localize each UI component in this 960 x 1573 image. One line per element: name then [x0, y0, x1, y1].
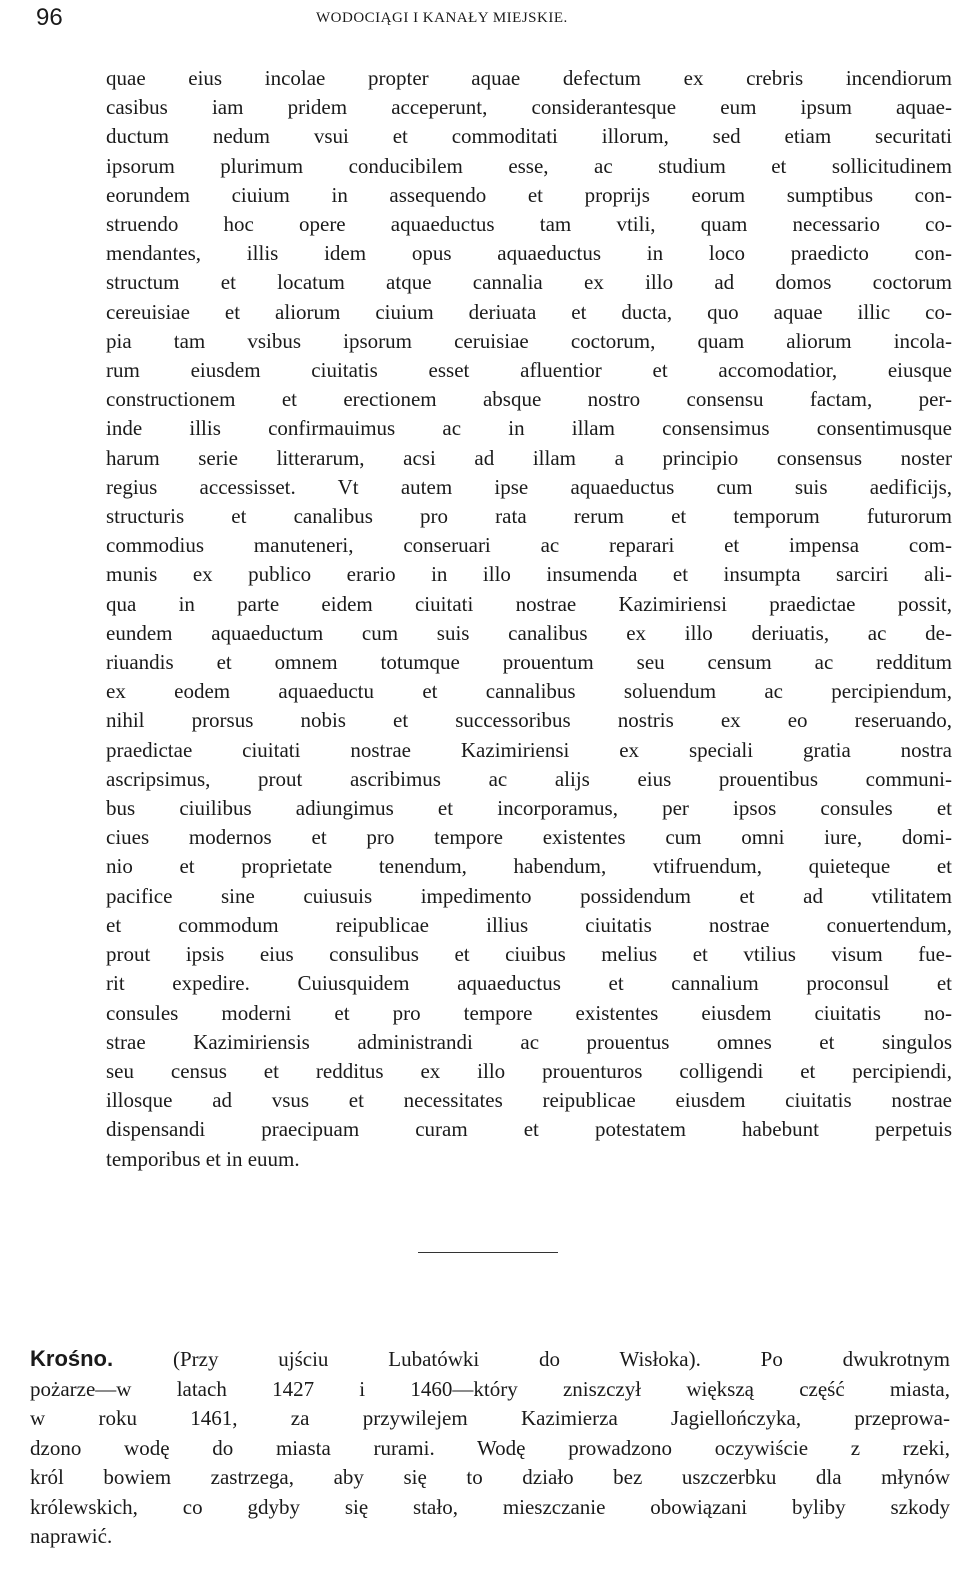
krosno-first-line-text: (Przy ujściu Lubatówki do Wisłoka). Po dwukrotnym	[172, 1347, 950, 1371]
text-line: bus ciuilibus adiungimus et incorporamus, per ipsos consules et	[106, 796, 952, 821]
text-line: ductum nedum vsui et commoditati illorum, sed etiam securitati	[106, 124, 952, 149]
krosno-first-line	[30, 1344, 950, 1375]
text-line: riuandis et omnem totumque prouentum seu censum ac redditum	[106, 650, 952, 675]
text-line: rit expedire. Cuiusquidem aquaeductus et cannalium proconsul et	[106, 971, 952, 996]
text-line: strae Kazimiriensis administrandi ac prouentus omnes et singulos	[106, 1029, 952, 1054]
text-line: eorundem ciuium in assequendo et proprijs eorum sumptibus con-	[106, 182, 952, 207]
text-line: cereuisiae et aliorum ciuium deriuata et ducta, quo aquae illic co-	[106, 299, 952, 324]
text-line: consules moderni et pro tempore existentes eiusdem ciuitatis no-	[106, 1000, 952, 1025]
text-line: struendo hoc opere aquaeductus tam vtili, quam necessario co-	[106, 212, 952, 237]
text-line: structuris et canalibus pro rata rerum et temporum futurorum	[106, 504, 952, 529]
text-line: munis ex publico erario in illo insumenda et insumpta sarciri ali-	[106, 562, 952, 587]
krosno-section	[30, 1344, 950, 1552]
text-line: inde illis confirmauimus ac in illam consensimus consentimusque	[106, 416, 952, 441]
text-line: eundem aquaeductum cum suis canalibus ex illo deriuatis, ac de-	[106, 620, 952, 645]
text-line: dispensandi praecipuam curam et potestatem habebunt perpetuis	[106, 1117, 952, 1142]
section-separator	[418, 1252, 558, 1253]
text-line: harum serie litterarum, acsi ad illam a principio consensus noster	[106, 445, 952, 470]
text-line: ex eodem aquaeductu et cannalibus soluendum ac percipiendum,	[106, 679, 952, 704]
text-line: prout ipsis eius consulibus et ciuibus melius et vtilius visum fue-	[106, 942, 952, 967]
text-line: w roku 1461, za przywilejem Kazimierza Jagiellończyka, przeprowa-	[30, 1406, 950, 1430]
text-line: structum et locatum atque cannalia ex illo ad domos coctorum	[106, 270, 952, 295]
text-line: casibus iam pridem acceperunt, considerantesque eum ipsum aquae-	[106, 95, 952, 120]
text-line: seu census et redditus ex illo prouenturos colligendi et percipiendi,	[106, 1058, 952, 1083]
text-line: praedictae ciuitati nostrae Kazimiriensi ex speciali gratia nostra	[106, 737, 952, 762]
krosno-heading: Krośno.	[30, 1346, 114, 1371]
text-line: regius accessisset. Vt autem ipse aquaeductus cum suis aedificijs,	[106, 474, 952, 499]
text-line: pacifice sine cuiusuis impedimento possidendum et ad vtilitatem	[106, 883, 952, 908]
page-number: 96	[36, 4, 63, 31]
text-line: rum eiusdem ciuitatis esset afluentior et accomodatior, eiusque	[106, 358, 952, 383]
text-line: pia tam vsibus ipsorum ceruisiae coctorum, quam aliorum incola-	[106, 328, 952, 353]
text-line: pożarze—w latach 1427 i 1460—który zniszczył większą część miasta,	[30, 1376, 950, 1401]
running-head	[36, 4, 924, 34]
text-line: ascripsimus, prout ascribimus ac alijs eius prouentibus communi-	[106, 766, 952, 791]
text-line: qua in parte eidem ciuitati nostrae Kazimiriensi praedictae possit,	[106, 591, 952, 616]
running-title: WODOCIĄGI I KANAŁY MIEJSKIE.	[316, 10, 568, 26]
text-line: illosque ad vsus et necessitates reipublicae eiusdem ciuitatis nostrae	[106, 1088, 952, 1113]
text-line: temporibus et in euum.	[106, 1146, 300, 1171]
text-line: ipsorum plurimum conducibilem esse, ac studium et sollicitudinem	[106, 153, 952, 178]
text-line: quae eius incolae propter aquae defectum ex crebris incendiorum	[106, 66, 952, 90]
text-line: królewskich, co gdyby się stało, mieszczanie obowiązani byliby szkody	[30, 1494, 950, 1519]
text-line: naprawić.	[30, 1524, 113, 1548]
text-line: ciues modernos et pro tempore existentes cum omni iure, domi-	[106, 825, 952, 850]
text-line: mendantes, illis idem opus aquaeductus in loco praedicto con-	[106, 241, 952, 266]
text-line: król bowiem zastrzega, aby się to działo bez uszczerbku dla młynów	[30, 1465, 950, 1489]
text-line: constructionem et erectionem absque nostro consensu factam, per-	[106, 387, 952, 412]
text-line: dzono wodę do miasta rurami. Wodę prowadzono oczywiście z rzeki,	[30, 1435, 950, 1460]
text-line: et commodum reipublicae illius ciuitatis nostrae conuertendum,	[106, 912, 952, 937]
text-line: nihil prorsus nobis et successoribus nostris ex eo reseruando,	[106, 708, 952, 733]
text-line: commodius manuteneri, conseruari ac reparari et impensa com-	[106, 533, 952, 558]
latin-charter-text	[106, 64, 952, 1174]
text-line: nio et proprietate tenendum, habendum, vtifruendum, quieteque et	[106, 854, 952, 879]
